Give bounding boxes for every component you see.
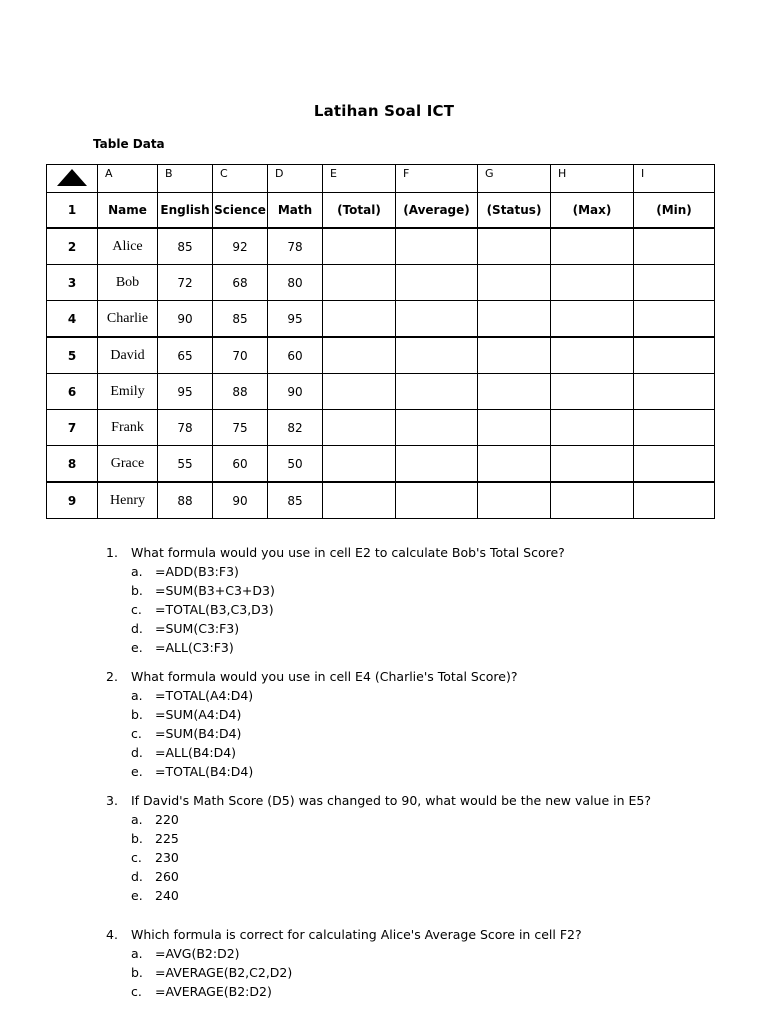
header-cell[interactable]: (Status) bbox=[478, 193, 551, 229]
cell-average[interactable] bbox=[396, 374, 478, 410]
cell-math[interactable]: 95 bbox=[268, 301, 323, 338]
cell-math[interactable]: 85 bbox=[268, 482, 323, 519]
option-text: =SUM(A4:D4) bbox=[155, 707, 242, 722]
cell-max[interactable] bbox=[551, 410, 634, 446]
option-list bbox=[131, 562, 726, 657]
answer-option[interactable] bbox=[131, 810, 726, 829]
option-text: =SUM(B3+C3+D3) bbox=[155, 583, 275, 598]
cell-total[interactable] bbox=[323, 228, 396, 265]
question-text: What formula would you use in cell E4 (Charlie's Total Score)? bbox=[131, 669, 518, 684]
option-text: =TOTAL(B4:D4) bbox=[155, 764, 254, 779]
cell-max[interactable] bbox=[551, 228, 634, 265]
cell-total[interactable] bbox=[323, 265, 396, 301]
option-text: =AVG(B2:D2) bbox=[155, 946, 240, 961]
cell-math[interactable]: 78 bbox=[268, 228, 323, 265]
cell-math[interactable]: 82 bbox=[268, 410, 323, 446]
cell-math[interactable]: 60 bbox=[268, 337, 323, 374]
cell-name[interactable]: David bbox=[98, 337, 158, 374]
cell-name[interactable]: Bob bbox=[98, 265, 158, 301]
option-letter: a. bbox=[131, 564, 143, 579]
question-number: 2. bbox=[106, 669, 118, 684]
answer-option[interactable] bbox=[131, 829, 726, 848]
option-letter: c. bbox=[131, 850, 142, 865]
column-header-B[interactable]: B bbox=[158, 165, 213, 193]
cell-english[interactable]: 72 bbox=[158, 265, 213, 301]
option-letter: c. bbox=[131, 602, 142, 617]
answer-option[interactable] bbox=[131, 886, 726, 905]
answer-option[interactable] bbox=[131, 619, 726, 638]
option-letter: b. bbox=[131, 707, 143, 722]
answer-option[interactable] bbox=[131, 705, 726, 724]
cell-english[interactable]: 85 bbox=[158, 228, 213, 265]
option-text: =SUM(B4:D4) bbox=[155, 726, 242, 741]
cell-average[interactable] bbox=[396, 228, 478, 265]
option-text: 220 bbox=[155, 812, 179, 827]
spreadsheet-table bbox=[46, 164, 715, 519]
table-header-row bbox=[47, 193, 715, 229]
option-text: =AVERAGE(B2:D2) bbox=[155, 984, 272, 999]
cell-english[interactable]: 90 bbox=[158, 301, 213, 338]
cell-english[interactable]: 65 bbox=[158, 337, 213, 374]
cell-max[interactable] bbox=[551, 301, 634, 338]
header-cell[interactable]: (Max) bbox=[551, 193, 634, 229]
option-list bbox=[131, 810, 726, 905]
table-row bbox=[47, 337, 715, 374]
cell-min[interactable] bbox=[634, 482, 715, 519]
option-letter: e. bbox=[131, 640, 143, 655]
page-title: Latihan Soal ICT bbox=[313, 102, 455, 120]
option-letter: a. bbox=[131, 812, 143, 827]
cell-average[interactable] bbox=[396, 265, 478, 301]
cell-english[interactable]: 95 bbox=[158, 374, 213, 410]
triangle-icon bbox=[55, 166, 89, 188]
cell-science[interactable]: 88 bbox=[213, 374, 268, 410]
answer-option[interactable] bbox=[131, 743, 726, 762]
answer-option[interactable] bbox=[131, 963, 726, 982]
row-number: 1 bbox=[47, 193, 98, 229]
cell-science[interactable]: 75 bbox=[213, 410, 268, 446]
column-header-G[interactable]: G bbox=[478, 165, 551, 193]
table-row bbox=[47, 228, 715, 265]
answer-option[interactable] bbox=[131, 762, 726, 781]
header-cell[interactable]: Science bbox=[213, 193, 268, 229]
cell-max[interactable] bbox=[551, 446, 634, 483]
question bbox=[106, 925, 726, 1001]
option-text: =SUM(C3:F3) bbox=[155, 621, 240, 636]
cell-average[interactable] bbox=[396, 410, 478, 446]
table-row bbox=[47, 265, 715, 301]
header-cell[interactable]: Math bbox=[268, 193, 323, 229]
answer-option[interactable] bbox=[131, 982, 726, 1001]
question bbox=[106, 667, 726, 781]
header-cell[interactable]: (Average) bbox=[396, 193, 478, 229]
option-letter: b. bbox=[131, 831, 143, 846]
cell-total[interactable] bbox=[323, 482, 396, 519]
cell-status[interactable] bbox=[478, 446, 551, 483]
question-list bbox=[106, 543, 726, 1001]
option-letter: b. bbox=[131, 583, 143, 598]
cell-name[interactable]: Henry bbox=[98, 482, 158, 519]
cell-math[interactable]: 50 bbox=[268, 446, 323, 483]
cell-math[interactable]: 80 bbox=[268, 265, 323, 301]
option-text: =AVERAGE(B2,C2,D2) bbox=[155, 965, 293, 980]
cell-name[interactable]: Charlie bbox=[98, 301, 158, 338]
select-all-corner[interactable] bbox=[47, 165, 98, 193]
question-number: 3. bbox=[106, 793, 118, 808]
option-letter: d. bbox=[131, 621, 143, 636]
answer-option[interactable] bbox=[131, 600, 726, 619]
cell-average[interactable] bbox=[396, 446, 478, 483]
cell-status[interactable] bbox=[478, 410, 551, 446]
cell-math[interactable]: 90 bbox=[268, 374, 323, 410]
option-text: 225 bbox=[155, 831, 179, 846]
table-row bbox=[47, 482, 715, 519]
option-letter: e. bbox=[131, 764, 143, 779]
header-cell[interactable]: (Min) bbox=[634, 193, 715, 229]
column-header-E[interactable]: E bbox=[323, 165, 396, 193]
answer-option[interactable] bbox=[131, 944, 726, 963]
answer-option[interactable] bbox=[131, 686, 726, 705]
option-list bbox=[131, 686, 726, 781]
cell-status[interactable] bbox=[478, 337, 551, 374]
cell-min[interactable] bbox=[634, 446, 715, 483]
row-number: 3 bbox=[47, 265, 98, 301]
cell-max[interactable] bbox=[551, 337, 634, 374]
option-letter: c. bbox=[131, 984, 142, 999]
answer-option[interactable] bbox=[131, 581, 726, 600]
table-row bbox=[47, 410, 715, 446]
cell-name[interactable]: Grace bbox=[98, 446, 158, 483]
cell-min[interactable] bbox=[634, 265, 715, 301]
cell-status[interactable] bbox=[478, 374, 551, 410]
cell-english[interactable]: 88 bbox=[158, 482, 213, 519]
header-cell[interactable]: English bbox=[158, 193, 213, 229]
row-number: 8 bbox=[47, 446, 98, 483]
cell-status[interactable] bbox=[478, 482, 551, 519]
cell-science[interactable]: 68 bbox=[213, 265, 268, 301]
question-number: 1. bbox=[106, 545, 118, 560]
option-text: =TOTAL(B3,C3,D3) bbox=[155, 602, 274, 617]
cell-max[interactable] bbox=[551, 265, 634, 301]
option-letter: a. bbox=[131, 946, 143, 961]
cell-min[interactable] bbox=[634, 337, 715, 374]
option-text: 230 bbox=[155, 850, 179, 865]
row-number: 9 bbox=[47, 482, 98, 519]
row-number: 2 bbox=[47, 228, 98, 265]
cell-min[interactable] bbox=[634, 301, 715, 338]
cell-status[interactable] bbox=[478, 301, 551, 338]
option-text: =ADD(B3:F3) bbox=[155, 564, 239, 579]
cell-science[interactable]: 70 bbox=[213, 337, 268, 374]
cell-name[interactable]: Alice bbox=[98, 228, 158, 265]
cell-max[interactable] bbox=[551, 482, 634, 519]
answer-option[interactable] bbox=[131, 867, 726, 886]
cell-english[interactable]: 78 bbox=[158, 410, 213, 446]
option-text: =ALL(B4:D4) bbox=[155, 745, 237, 760]
cell-science[interactable]: 90 bbox=[213, 482, 268, 519]
cell-status[interactable] bbox=[478, 265, 551, 301]
cell-total[interactable] bbox=[323, 410, 396, 446]
cell-english[interactable]: 55 bbox=[158, 446, 213, 483]
row-number: 4 bbox=[47, 301, 98, 338]
cell-science[interactable]: 85 bbox=[213, 301, 268, 338]
column-header-C[interactable]: C bbox=[213, 165, 268, 193]
cell-average[interactable] bbox=[396, 301, 478, 338]
cell-total[interactable] bbox=[323, 374, 396, 410]
question bbox=[106, 543, 726, 657]
column-header-row bbox=[47, 165, 715, 193]
cell-science[interactable]: 92 bbox=[213, 228, 268, 265]
cell-total[interactable] bbox=[323, 446, 396, 483]
option-list bbox=[131, 944, 726, 1001]
row-number: 5 bbox=[47, 337, 98, 374]
column-header-D[interactable]: D bbox=[268, 165, 323, 193]
cell-average[interactable] bbox=[396, 337, 478, 374]
cell-min[interactable] bbox=[634, 374, 715, 410]
question-number: 4. bbox=[106, 927, 118, 942]
question-text: Which formula is correct for calculating Alice's Average Score in cell F2? bbox=[131, 927, 582, 942]
cell-science[interactable]: 60 bbox=[213, 446, 268, 483]
table-row bbox=[47, 374, 715, 410]
option-letter: e. bbox=[131, 888, 143, 903]
cell-name[interactable]: Frank bbox=[98, 410, 158, 446]
cell-total[interactable] bbox=[323, 337, 396, 374]
option-text: 260 bbox=[155, 869, 179, 884]
table-row bbox=[47, 301, 715, 338]
cell-status[interactable] bbox=[478, 228, 551, 265]
column-header-H[interactable]: H bbox=[551, 165, 634, 193]
row-number: 7 bbox=[47, 410, 98, 446]
option-letter: d. bbox=[131, 745, 143, 760]
option-letter: b. bbox=[131, 965, 143, 980]
answer-option[interactable] bbox=[131, 848, 726, 867]
column-header-F[interactable]: F bbox=[396, 165, 478, 193]
cell-max[interactable] bbox=[551, 374, 634, 410]
table-row bbox=[47, 446, 715, 483]
question-text: What formula would you use in cell E2 to calculate Bob's Total Score? bbox=[131, 545, 565, 560]
cell-name[interactable]: Emily bbox=[98, 374, 158, 410]
question-text: If David's Math Score (D5) was changed to 90, what would be the new value in E5? bbox=[131, 793, 651, 808]
option-letter: c. bbox=[131, 726, 142, 741]
header-cell[interactable]: (Total) bbox=[323, 193, 396, 229]
answer-option[interactable] bbox=[131, 638, 726, 657]
answer-option[interactable] bbox=[131, 724, 726, 743]
question bbox=[106, 791, 726, 905]
option-text: =ALL(C3:F3) bbox=[155, 640, 234, 655]
header-cell[interactable]: Name bbox=[98, 193, 158, 229]
cell-total[interactable] bbox=[323, 301, 396, 338]
option-letter: d. bbox=[131, 869, 143, 884]
cell-min[interactable] bbox=[634, 410, 715, 446]
answer-option[interactable] bbox=[131, 562, 726, 581]
column-header-A[interactable]: A bbox=[98, 165, 158, 193]
cell-average[interactable] bbox=[396, 482, 478, 519]
option-letter: a. bbox=[131, 688, 143, 703]
column-header-I[interactable]: I bbox=[634, 165, 715, 193]
cell-min[interactable] bbox=[634, 228, 715, 265]
option-text: 240 bbox=[155, 888, 179, 903]
option-text: =TOTAL(A4:D4) bbox=[155, 688, 254, 703]
row-number: 6 bbox=[47, 374, 98, 410]
table-caption: Table Data bbox=[93, 137, 165, 151]
